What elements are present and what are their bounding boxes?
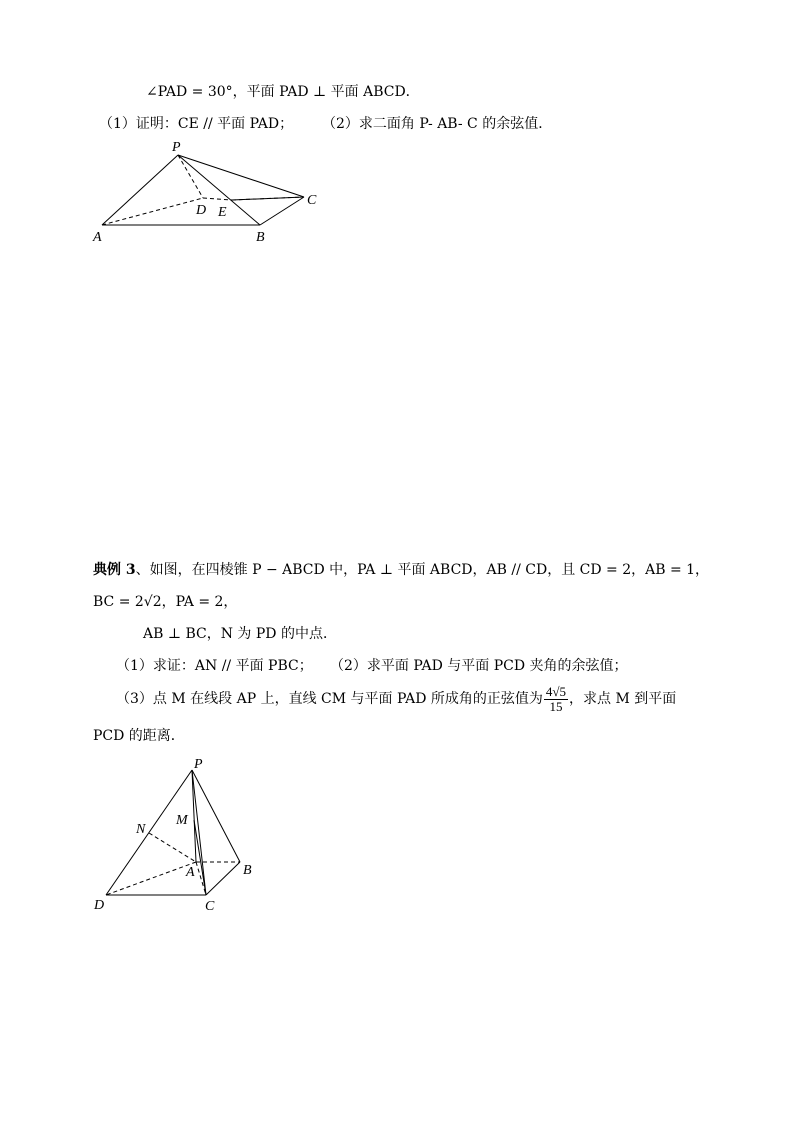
part2-dihedral-text: （2）求二面角 P- AB- C 的余弦值． <box>322 116 553 132</box>
pyramid-figure-2 <box>0 740 794 930</box>
fraction-denominator: 15 <box>549 698 563 714</box>
example3-line3: AB ⊥ BC，N 为 PD 的中点． <box>143 626 337 642</box>
label-C: C <box>205 899 215 914</box>
example3-part1: （1）求证：AN // 平面 PBC； <box>116 658 313 674</box>
edge-NA-dashed <box>149 833 196 862</box>
label-E: E <box>218 205 227 220</box>
label-N: N <box>136 822 146 837</box>
label-D: D <box>94 898 105 913</box>
part1-prove-text: （1）证明：CE // 平面 PAD； <box>99 116 294 132</box>
example3-line2: BC = 2√2，PA = 2， <box>93 594 238 610</box>
sine-fraction <box>544 685 568 714</box>
edge-PC <box>178 155 304 197</box>
example3-title: 典例 3 <box>93 562 136 578</box>
label-P: P <box>194 757 203 772</box>
edge-PB <box>192 770 240 862</box>
example3-part2: （2）求平面 PAD 与平面 PCD 夹角的余弦值； <box>330 658 628 674</box>
example3-statement: 、如图，在四棱锥 P − ABCD 中，PA ⊥ 平面 ABCD，AB // CD，且 CD = 2，AB = 1， <box>135 562 710 578</box>
label-A: A <box>186 865 195 880</box>
label-C: C <box>307 193 317 208</box>
edge-BC <box>260 197 304 225</box>
pyramid-figure-1 <box>0 0 794 300</box>
example3-last-line: PCD 的距离． <box>93 728 185 744</box>
label-B: B <box>243 863 252 878</box>
label-A: A <box>93 230 102 245</box>
edge-AD-dashed <box>106 862 196 895</box>
label-P: P <box>172 140 181 155</box>
example3-line1 <box>93 561 709 579</box>
example3-part3-a: （3）点 M 在线段 AP 上，直线 CM 与平面 PAD 所成角的正弦值为 <box>116 691 543 707</box>
angle-condition-text: ∠PAD = 30°，平面 PAD ⊥ 平面 ABCD． <box>146 84 420 100</box>
label-M: M <box>176 813 188 828</box>
example3-part3 <box>116 684 676 714</box>
label-B: B <box>256 230 265 245</box>
edge-DE-dashed <box>203 198 232 200</box>
edge-PA <box>102 155 178 225</box>
edge-BC <box>206 862 240 895</box>
example3-part3-b: ，求点 M 到平面 <box>569 691 677 707</box>
edge-PD-dashed <box>178 155 203 198</box>
fraction-numerator: 4√5 <box>545 683 567 699</box>
edge-PD <box>106 770 192 895</box>
label-D: D <box>196 203 207 218</box>
